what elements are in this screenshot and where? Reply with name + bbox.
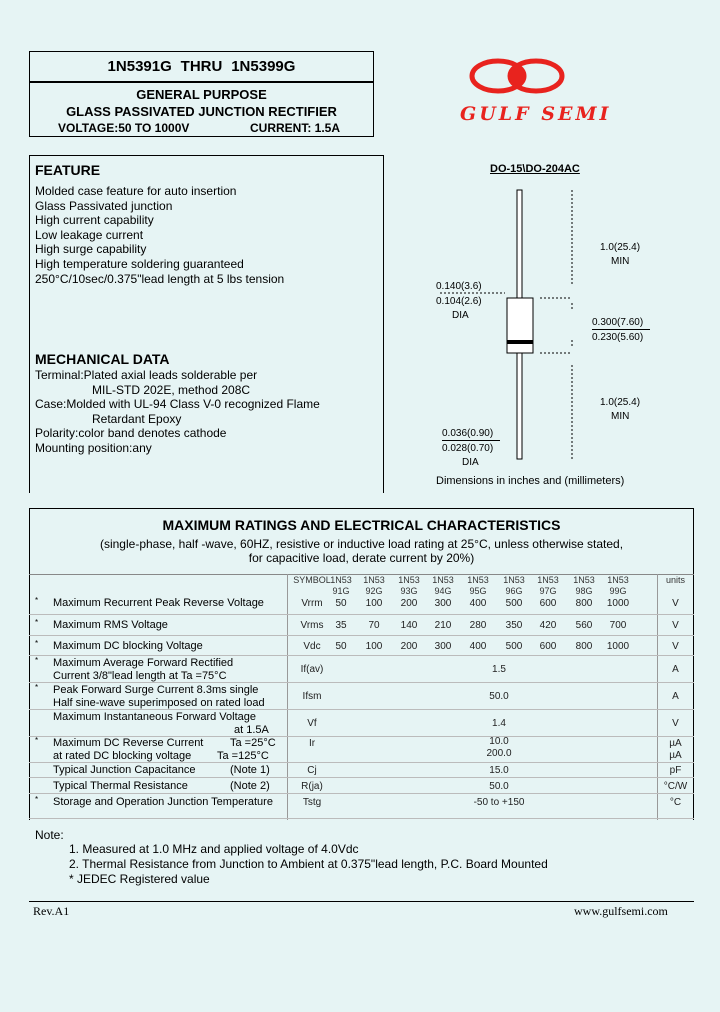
parameter-name: Peak Forward Surge Current 8.3ms single xyxy=(53,684,259,696)
note-jedec: * JEDEC Registered value xyxy=(69,872,210,886)
parameter-value: 1.5 xyxy=(492,664,506,675)
parameter-unit: V xyxy=(672,641,679,652)
part-column-suffix: 97G xyxy=(539,586,557,596)
feature-item: 250°C/10sec/0.375"lead length at 5 lbs tension xyxy=(35,271,285,286)
part-column-header xyxy=(461,575,495,597)
part-column-suffix: 91G xyxy=(332,586,350,596)
package-title: DO-15\DO-204AC xyxy=(490,163,580,175)
lead-dia-fraction-line xyxy=(442,440,500,441)
parameter-unit: V xyxy=(672,598,679,609)
parameter-value: 200 xyxy=(400,598,418,609)
body-len-max: 0.300(7.60) xyxy=(592,317,644,328)
parameter-condition: (Note 1) xyxy=(230,764,270,776)
body-len-min: 0.230(5.60) xyxy=(592,332,644,343)
row-separator xyxy=(29,762,694,763)
mech-line: Case:Molded with UL-94 Class V-0 recognized Flame xyxy=(35,397,320,412)
row-separator xyxy=(29,709,694,710)
parameter-unit: µA xyxy=(669,738,682,749)
parameter-value: 200 xyxy=(400,641,418,652)
parameter-symbol: R(ja) xyxy=(301,781,323,792)
lead-dia-label: DIA xyxy=(462,457,479,468)
logo-text: GULF SEMI xyxy=(460,103,612,125)
ratings-sub1: (single-phase, half -wave, 60HZ, resistive or inductive load rating at 25°C, unless otherwise stated, xyxy=(99,537,624,551)
top-section-rule xyxy=(29,155,383,156)
parameter-value-2: 200.0 xyxy=(486,748,512,759)
parameter-value: 100 xyxy=(365,598,383,609)
parameter-symbol: Tstg xyxy=(302,797,322,808)
parameter-value: 500 xyxy=(505,641,523,652)
top-middle-divider xyxy=(383,155,384,493)
parameter-name: Storage and Operation Junction Temperature xyxy=(53,796,273,808)
website-url: www.gulfsemi.com xyxy=(574,904,668,918)
parameter-value: 50 xyxy=(335,598,347,609)
diode-outline-drawing xyxy=(420,185,590,465)
parameter-value: 420 xyxy=(539,620,557,631)
jedec-star: * xyxy=(35,656,39,665)
part-column-suffix: 92G xyxy=(365,586,383,596)
lead-bot-min: MIN xyxy=(611,411,630,422)
parameter-unit: °C/W xyxy=(663,781,688,792)
parameter-value: 15.0 xyxy=(489,765,509,776)
parameter-name: Maximum Instantaneous Forward Voltage xyxy=(53,711,256,723)
part-column-prefix: 1N53 xyxy=(607,575,629,585)
parameter-value: 800 xyxy=(575,598,593,609)
jedec-star: * xyxy=(35,596,39,605)
parameter-value: 35 xyxy=(335,620,347,631)
feature-item: High current capability xyxy=(35,213,154,228)
dimensions-caption: Dimensions in inches and (millimeters) xyxy=(436,475,625,487)
parameter-symbol: If(av) xyxy=(300,664,324,675)
parameter-value: 600 xyxy=(539,641,557,652)
part-column-header xyxy=(426,575,460,597)
parameter-name-line2: at rated DC blocking voltage xyxy=(53,750,192,762)
part-column-suffix: 98G xyxy=(575,586,593,596)
part-column-header xyxy=(497,575,531,597)
feature-item: Glass Passivated junction xyxy=(35,198,173,213)
mechanical-title: MECHANICAL DATA xyxy=(35,351,170,367)
parameter-value: 1000 xyxy=(606,598,630,609)
part-column-header xyxy=(601,575,635,597)
part-column-header xyxy=(324,575,358,597)
current-label: CURRENT: 1.5A xyxy=(250,121,341,135)
ratings-sub2: for capacitive load, derate current by 20%) xyxy=(248,551,475,565)
parameter-value: 50.0 xyxy=(489,781,509,792)
mech-line: MIL-STD 202E, method 208C xyxy=(92,382,251,397)
parameter-unit: V xyxy=(672,620,679,631)
parameter-name: Typical Junction Capacitance xyxy=(53,764,196,776)
parameter-name: Maximum Average Forward Rectified xyxy=(53,657,234,669)
part-column-prefix: 1N53 xyxy=(398,575,420,585)
header-line1: GENERAL PURPOSE xyxy=(136,87,267,102)
mech-line: Retardant Epoxy xyxy=(92,411,182,426)
row-separator xyxy=(29,777,694,778)
feature-item: High temperature soldering guaranteed xyxy=(35,256,244,271)
row-separator xyxy=(29,682,694,683)
feature-list xyxy=(35,184,284,286)
body-dia-min: 0.104(2.6) xyxy=(436,296,482,307)
part-column-suffix: 93G xyxy=(400,586,418,596)
lead-dia-max: 0.036(0.90) xyxy=(442,428,494,439)
jedec-star: * xyxy=(35,639,39,648)
note-1: 1. Measured at 1.0 MHz and applied voltage of 4.0Vdc xyxy=(69,842,359,856)
parameter-value: 350 xyxy=(505,620,523,631)
row-separator xyxy=(29,793,694,794)
jedec-star: * xyxy=(35,618,39,627)
parameter-name: Maximum Recurrent Peak Reverse Voltage xyxy=(53,597,264,609)
parameter-symbol: Vrrm xyxy=(301,598,323,609)
part-column-header xyxy=(567,575,601,597)
feature-item: Low leakage current xyxy=(35,227,144,242)
part-column-suffix: 94G xyxy=(434,586,452,596)
parameter-value: 210 xyxy=(434,620,452,631)
voltage-label: VOLTAGE:50 TO 1000V xyxy=(58,121,190,135)
symbol-header: SYMBOL xyxy=(293,575,331,585)
parameter-symbol: Cj xyxy=(307,765,317,776)
part-column-prefix: 1N53 xyxy=(537,575,559,585)
units-header: units xyxy=(665,575,685,585)
parameter-condition: (Note 2) xyxy=(230,780,270,792)
parameter-name-line2: Current 3/8"lead length at Ta =75°C xyxy=(53,670,227,682)
parameter-name-line2: at 1.5A xyxy=(234,724,269,736)
jedec-star: * xyxy=(35,795,39,804)
parameter-name: Maximum RMS Voltage xyxy=(53,619,168,631)
part-column-suffix: 95G xyxy=(469,586,487,596)
jedec-star: * xyxy=(35,683,39,692)
parameter-value: 70 xyxy=(368,620,380,631)
parameter-symbol: Vrms xyxy=(300,620,324,631)
mech-line: Mounting position:any xyxy=(35,440,152,455)
row-separator xyxy=(29,635,694,636)
row-separator xyxy=(29,818,694,819)
part-column-header xyxy=(357,575,391,597)
lead-top-length: 1.0(25.4) xyxy=(600,242,641,253)
ratings-title: MAXIMUM RATINGS AND ELECTRICAL CHARACTERISTICS xyxy=(162,517,561,533)
lead-bot-length: 1.0(25.4) xyxy=(600,397,641,408)
parameter-value: 1000 xyxy=(606,641,630,652)
parameter-unit: A xyxy=(672,691,679,702)
parameter-value: 800 xyxy=(575,641,593,652)
lead-top-min: MIN xyxy=(611,256,630,267)
jedec-star: * xyxy=(35,736,39,745)
parameter-value: 300 xyxy=(434,641,452,652)
note-2: 2. Thermal Resistance from Junction to Ambient at 0.375"lead length, P.C. Board Mounted xyxy=(69,857,548,871)
part-column-prefix: 1N53 xyxy=(573,575,595,585)
parameter-value: 1.4 xyxy=(492,718,506,729)
parameter-value: 400 xyxy=(469,598,487,609)
parameter-name: Maximum DC Reverse Current xyxy=(53,737,204,749)
header-line2: GLASS PASSIVATED JUNCTION RECTIFIER xyxy=(66,104,337,119)
parameter-value: 50 xyxy=(335,641,347,652)
parameter-value: 600 xyxy=(539,598,557,609)
parameter-symbol: Vdc xyxy=(303,641,321,652)
parameter-value: 280 xyxy=(469,620,487,631)
mechanical-list xyxy=(35,368,320,456)
part-column-suffix: 96G xyxy=(505,586,523,596)
top-left-border xyxy=(29,155,30,493)
parameter-unit: V xyxy=(672,718,679,729)
part-column-prefix: 1N53 xyxy=(467,575,489,585)
parameter-unit-2: µA xyxy=(669,750,682,761)
parameter-symbol: Ifsm xyxy=(302,691,322,702)
parameter-value: 10.0 xyxy=(489,736,509,747)
company-logo xyxy=(458,56,618,132)
part-range-title: 1N5391G THRU 1N5399G xyxy=(107,58,296,75)
parameter-value: 300 xyxy=(434,598,452,609)
parameter-name: Typical Thermal Resistance xyxy=(53,780,188,792)
lead-dia-min: 0.028(0.70) xyxy=(442,443,494,454)
parameter-value: 140 xyxy=(400,620,418,631)
parameter-unit: °C xyxy=(669,797,682,808)
part-column-prefix: 1N53 xyxy=(503,575,525,585)
part-column-header xyxy=(392,575,426,597)
part-column-prefix: 1N53 xyxy=(432,575,454,585)
feature-item: High surge capability xyxy=(35,242,147,257)
parameter-name-line2: Half sine-wave superimposed on rated load xyxy=(53,697,265,709)
parameter-name: Maximum DC blocking Voltage xyxy=(53,640,203,652)
revision-label: Rev.A1 xyxy=(33,904,70,918)
mech-line: Polarity:color band denotes cathode xyxy=(35,426,227,441)
row-separator xyxy=(29,655,694,656)
parameter-symbol: Vf xyxy=(307,718,317,729)
body-dia-label: DIA xyxy=(452,310,469,321)
notes-title: Note: xyxy=(35,828,64,842)
mech-line: Terminal:Plated axial leads solderable per xyxy=(35,368,258,382)
parameter-unit: A xyxy=(672,664,679,675)
body-dia-max: 0.140(3.6) xyxy=(436,281,482,292)
footer-rule xyxy=(29,901,694,902)
parameter-unit: pF xyxy=(669,765,682,776)
feature-title: FEATURE xyxy=(35,162,101,178)
part-column-suffix: 99G xyxy=(609,586,627,596)
parameter-value: 500 xyxy=(505,598,523,609)
parameter-value: 700 xyxy=(609,620,627,631)
parameter-value: -50 to +150 xyxy=(473,797,525,808)
parameter-symbol: Ir xyxy=(308,738,316,749)
feature-item: Molded case feature for auto insertion xyxy=(35,184,237,198)
parameter-condition-2: Ta =125°C xyxy=(217,750,269,762)
row-separator xyxy=(29,614,694,615)
part-column-header xyxy=(531,575,565,597)
parameter-value: 400 xyxy=(469,641,487,652)
parameter-value: 560 xyxy=(575,620,593,631)
body-len-fraction-line xyxy=(592,329,650,330)
parameter-condition: Ta =25°C xyxy=(230,737,276,749)
part-column-prefix: 1N53 xyxy=(363,575,385,585)
parameter-value: 100 xyxy=(365,641,383,652)
parameter-value: 50.0 xyxy=(489,691,509,702)
part-column-prefix: 1N53 xyxy=(330,575,352,585)
